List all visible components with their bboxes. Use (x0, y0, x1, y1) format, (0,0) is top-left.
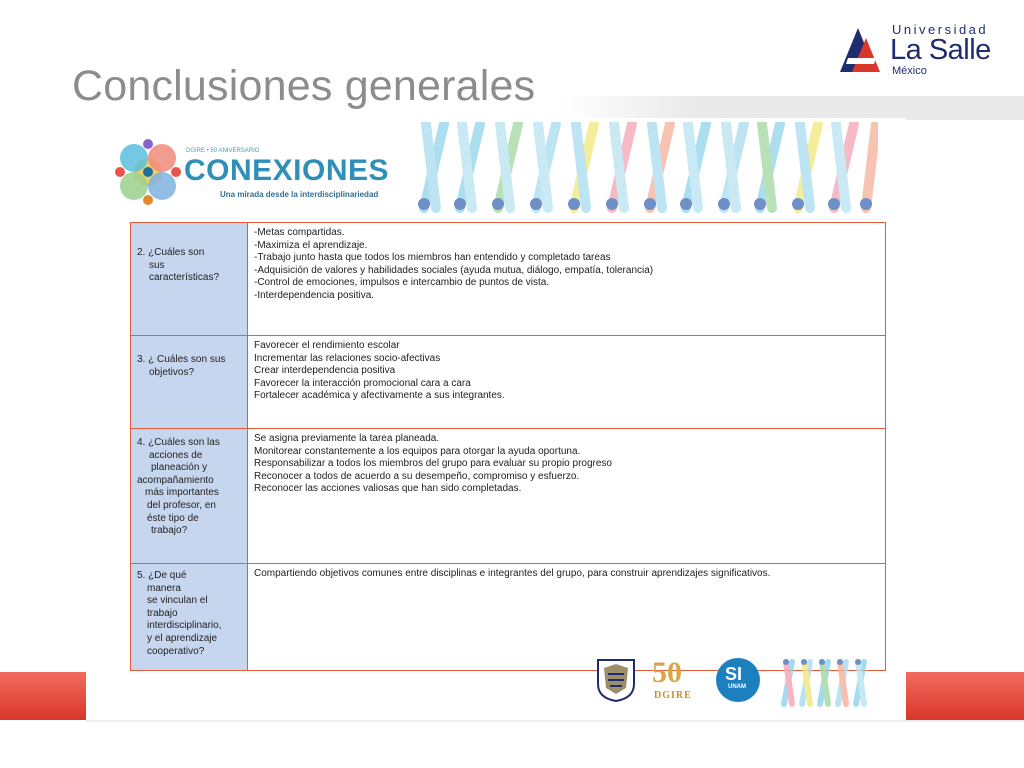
answer-line: Reconocer a todos de acuerdo a su desempeño, compromiso y esfuerzo. (254, 470, 580, 482)
footer-band-left (0, 672, 86, 720)
answer-line: -Adquisición de valores y habilidades sociales (ayuda mutua, diálogo, empatía, tolerancia) (254, 264, 654, 276)
brand-line-1: Universidad (892, 22, 989, 37)
footer-stripes-icon (778, 656, 874, 708)
decorative-stripes (414, 122, 878, 214)
question-line: acciones de (149, 449, 203, 461)
table-row (131, 429, 886, 564)
question-line: 4. ¿Cuáles son las (137, 437, 220, 448)
lasalle-logo-icon (836, 20, 1016, 80)
question-line: 2. ¿Cuáles son (137, 247, 205, 258)
answer-line: -Trabajo junto hasta que todos los miembros han entendido y completado tareas (254, 252, 611, 264)
question-cell (131, 564, 248, 671)
answer-line: Reconocer las acciones valiosas que han sido completadas. (254, 483, 522, 495)
footer-divider (86, 720, 1024, 722)
question-line: sus (149, 259, 165, 271)
question-line: objetivos? (149, 366, 195, 378)
question-line: se vinculan el (147, 595, 208, 607)
logo-si-sub: UNAM (728, 684, 746, 690)
answer-line: Se asigna previamente la tarea planeada. (254, 433, 440, 444)
answer-cell (248, 223, 886, 336)
answer-line: Compartiendo objetivos comunes entre disciplinas e integrantes del grupo, para construir aprendizajes significativos. (254, 568, 771, 579)
answer-line: Monitorear constantemente a los equipos para otorgar la ayuda oportuna. (254, 445, 581, 457)
answer-line: Favorecer el rendimiento escolar (254, 340, 400, 351)
dgire-50-logo-icon (652, 656, 706, 704)
unam-shield-icon (596, 658, 636, 702)
logo-si-text: SI (725, 664, 743, 684)
question-line: más importantes (145, 487, 219, 499)
answer-line: Incrementar las relaciones socio-afectivas (254, 352, 441, 364)
conclusions-table (130, 222, 886, 671)
table-row (131, 336, 886, 429)
question-line: cooperativo? (147, 645, 205, 657)
question-line: trabajo (147, 607, 178, 619)
poster-subtitle: Una mirada desde la interdisciplinariedad (220, 190, 379, 199)
answer-line: -Metas compartidas. (254, 227, 345, 238)
question-line: trabajo? (151, 525, 188, 537)
brand-line-2: La Salle (890, 34, 991, 66)
question-line: manera (147, 582, 181, 594)
content-image (86, 118, 906, 722)
question-line: éste tipo de (147, 512, 199, 524)
answer-line: -Interdependencia positiva. (254, 289, 375, 301)
answer-cell (248, 429, 886, 564)
brand-line-3: México (892, 65, 927, 77)
answer-cell (248, 336, 886, 429)
answer-line: Responsabilizar a todos los miembros del grupo para evaluar su propio progreso (254, 458, 612, 470)
question-cell (131, 223, 248, 336)
conexiones-logo-icon (110, 132, 186, 212)
question-line: del profesor, en (147, 499, 216, 511)
table-row (131, 223, 886, 336)
question-line: características? (149, 272, 220, 284)
question-line: interdisciplinario, (147, 620, 222, 632)
poster-kicker: DGIRE • 50 ANIVERSARIO (186, 148, 260, 154)
title-underline-shadow (560, 96, 1024, 120)
answer-line: -Maximiza el aprendizaje. (254, 239, 368, 251)
question-cell (131, 429, 248, 564)
footer-band-right (906, 672, 1024, 720)
question-line: y el aprendizaje (147, 632, 218, 644)
question-line: 5. ¿De qué (137, 570, 187, 581)
si-unam-logo-icon (716, 658, 764, 702)
poster-title: CONEXIONES (184, 154, 390, 187)
logo-50-number: 50 (652, 656, 682, 689)
footer-logos (588, 654, 888, 710)
page-title: Conclusiones generales (72, 62, 536, 110)
question-line: acompañamiento (137, 474, 214, 486)
answer-line: Fortalecer académica y afectivamente a sus integrantes. (254, 390, 505, 402)
question-cell (131, 336, 248, 429)
answer-line: Favorecer la interacción promocional cara a cara (254, 377, 471, 389)
answer-line: -Control de emociones, impulsos e intercambio de puntos de vista. (254, 277, 550, 289)
logo-50-text: DGIRE (654, 690, 692, 701)
question-line: 3. ¿ Cuáles son sus (137, 354, 226, 365)
answer-line: Crear interdependencia positiva (254, 365, 396, 377)
question-line: planeación y (151, 462, 208, 474)
